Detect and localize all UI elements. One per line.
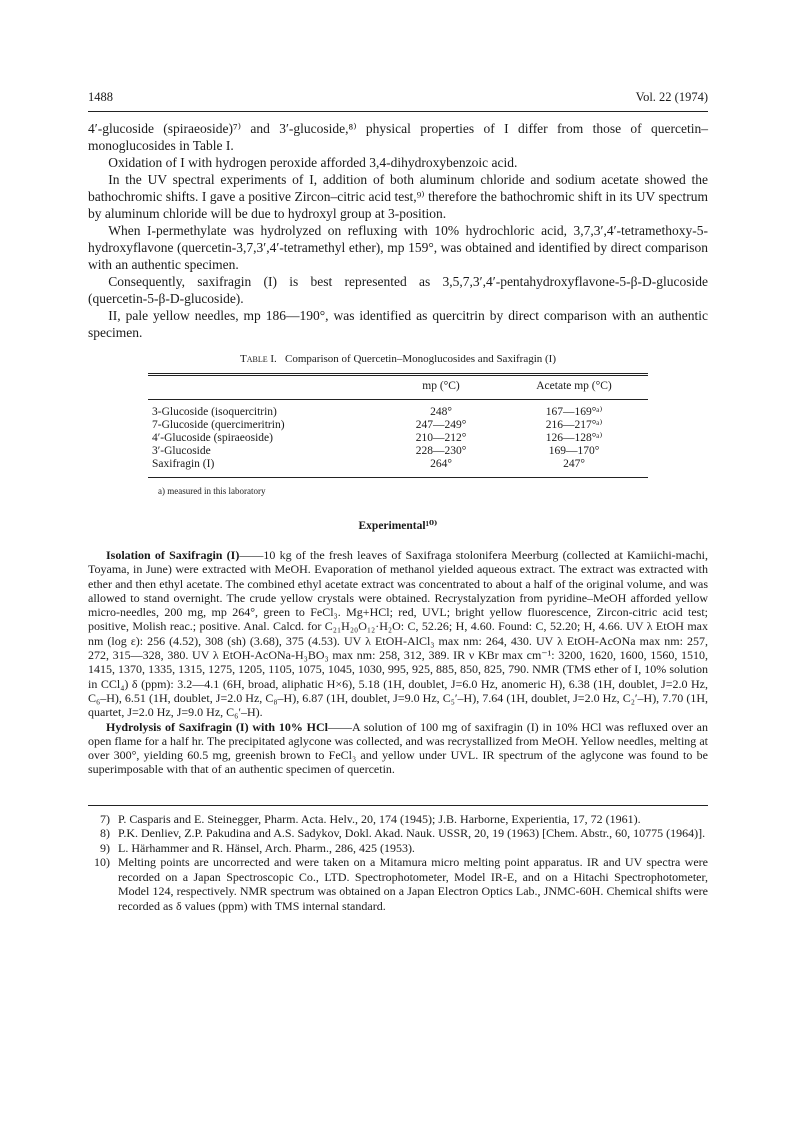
row-acetate: 247° — [563, 458, 585, 470]
table-label: Table I. — [240, 353, 277, 365]
journal-volume: Vol. 22 (1974) — [635, 90, 708, 104]
table-header-empty — [148, 380, 382, 393]
table-row — [148, 432, 648, 445]
row-acetate: 126—128°ᵃ⁾ — [545, 432, 603, 444]
paragraph: When I-permethylate was hydrolyzed on refluxing with 10% hydrochloric acid, 3,7,3′,4′-tetramethoxy-5-hydroxyflavone (quercetin-3,7,3′,4′-tetramethyl ether), mp 159°, was obtained and identified by direct comparison with an authentic specimen. — [88, 223, 708, 272]
row-name: 3′-Glucoside — [152, 445, 211, 457]
isolation-heading: Isolation of Saxifragin (I) — [106, 548, 240, 562]
footnote-number: 8) — [100, 826, 110, 841]
paragraph: 4′-glucoside (spiraeoside)⁷⁾ and 3′-glucoside,⁸⁾ physical properties of I differ from those of quercetin–monoglucosides in Table I. — [88, 121, 708, 153]
isolation-text: ——10 kg of the fresh leaves of Saxifraga stolonifera Meerburg (collected at Kamiichi-machi, Toyama, in June) were extracted with MeOH. Evaporation of methanol yielded aqueous extract. The extract was extracted with ether and then ethyl acetate. The combined ethyl acetate extract was concentrated to about a half of the original volume, and was allowed to stand overnight. The crude yellow crystals were obtained. Recrystalyzation from pyridine–MeOH afforded yellow micro-needles, 200 mg, mp 264°, green to FeCl₃. Mg+HCl; red, UVL; bright yellow fluorescence, Zircon-citric acid test; positive, Molish reac.; positive. Anal. Calcd. for C₂₁H₂₀O₁₂·H₂O: C, 52.26; H, 4.60. Found: C, 52.20; H, 4.66. UV λ EtOH max nm (log ε): 256 (4.52), 308 (sh) (3.68), 375 (4.53). UV λ EtOH-AlCl₃ max nm: 264, 430. UV λ EtOH-AcONa max nm: 257, 272, 315—328, 380. UV λ EtOH-AcONa-H₃BO₃ max nm: 258, 312, 389. IR ν KBr max cm⁻¹: 3200, 1620, 1600, 1560, 1510, 1415, 1370, 1335, 1315, 1275, 1205, 1105, 1075, 1045, 1030, 995, 925, 885, 850, 825, 790. NMR (TMS ether of I, 10% solution in CCl₄) δ (ppm): 3.2—4.1 (6H, broad, aliphatic H×6), 5.18 (1H, doublet, J=6.0 Hz, anomeric H), 6.38 (1H, doublet, J=2.0 Hz, C₆–H), 6.51 (1H, doublet, J=2.0 Hz, C₈–H), 6.87 (1H, doublet, J=9.0 Hz, C₅′–H), 7.64 (1H, doublet, J=2.0 Hz, C₂′–H), 7.70 (1H, quartet, J=2.0 Hz, J=9.0 Hz, C₆′–H). — [88, 548, 708, 720]
header-rule — [88, 111, 708, 112]
paragraph: Consequently, saxifragin (I) is best represented as 3,5,7,3′,4′-pentahydroxyflavone-5-β-D-glucoside (quercetin-5-β-D-glucoside). — [88, 274, 708, 306]
row-mp: 210—212° — [415, 432, 467, 444]
table-header-mp: mp (°C) — [422, 380, 460, 392]
table-row — [148, 445, 648, 458]
row-acetate: 169—170° — [548, 445, 600, 457]
footnote — [88, 826, 708, 841]
row-name: 4′-Glucoside (spiraeoside) — [152, 432, 273, 444]
page-number: 1488 — [88, 90, 113, 104]
paragraph: In the UV spectral experiments of I, addition of both aluminum chloride and sodium acetate showed the bathochromic shifts. I gave a positive Zircon–citric acid test,⁹⁾ therefore the bathochromic shift in its UV spectrum by aluminum chloride will be due to hydroxyl group at 3-position. — [88, 172, 708, 221]
table-row — [148, 406, 648, 419]
table-row — [148, 458, 648, 471]
row-name: 7-Glucoside (quercimeritrin) — [152, 419, 285, 431]
experimental-heading: Experimental¹⁰⁾ — [358, 520, 438, 532]
footnote-number: 7) — [100, 811, 110, 826]
footnote-text: L. Härhammer and R. Hänsel, Arch. Pharm., 286, 425 (1953). — [118, 840, 415, 855]
table-row — [148, 419, 648, 432]
row-acetate: 167—169°ᵃ⁾ — [545, 406, 603, 418]
running-header — [88, 90, 708, 105]
table-caption — [88, 353, 708, 365]
row-name: Saxifragin (I) — [152, 458, 215, 470]
table-title: Comparison of Quercetin–Monoglucosides and Saxifragin (I) — [285, 353, 556, 365]
table-header-acetate: Acetate mp (°C) — [536, 380, 612, 392]
row-name: 3-Glucoside (isoquercitrin) — [152, 406, 277, 418]
row-acetate: 216—217°ᵃ⁾ — [545, 419, 603, 431]
footnote-text: P.K. Denliev, Z.P. Pakudina and A.S. Sadykov, Dokl. Akad. Nauk. USSR, 20, 19 (1963) [Chem. Abstr., 60, 10775 (1964)]. — [118, 826, 706, 841]
row-mp: 264° — [430, 458, 452, 470]
hydrolysis-paragraph — [88, 720, 708, 777]
footnote — [88, 855, 708, 913]
paragraph: Oxidation of I with hydrogen peroxide afforded 3,4-dihydroxybenzoic acid. — [108, 155, 518, 170]
row-mp: 247—249° — [415, 419, 467, 431]
footnote-rule — [88, 805, 708, 806]
hydrolysis-heading: Hydrolysis of Saxifragin (I) with 10% HCl — [106, 719, 329, 734]
table-footnote: a) measured in this laboratory — [158, 486, 266, 496]
row-mp: 248° — [430, 406, 452, 418]
footnote-number: 10) — [94, 855, 110, 870]
comparison-table — [148, 373, 648, 478]
page — [88, 90, 708, 913]
footnote-text: P. Casparis and E. Steinegger, Pharm. Acta. Helv., 20, 174 (1945); J.B. Harborne, Experientia, 17, 72 (1961). — [118, 811, 641, 826]
row-mp: 228—230° — [415, 445, 467, 457]
footnote — [88, 812, 708, 827]
hydrolysis-text: ——A solution of 100 mg of saxifragin (I) in 10% HCl was refluxed over an open flame for a half hr. The precipitated aglycone was collected, and was recrystallized from MeOH. Yellow needles, melting at over 300°, yielding 60.5 mg, greenish brown to FeCl₃ and yellow under UVL. IR spectrum of the aglycone was found to be superimposable with that of an authentic specimen of quercetin. — [88, 719, 708, 777]
footnote-number: 9) — [100, 840, 110, 855]
footnote — [88, 841, 708, 856]
isolation-paragraph — [88, 548, 708, 720]
paragraph: II, pale yellow needles, mp 186—190°, was identified as quercitrin by direct comparison with an authentic specimen. — [88, 308, 708, 340]
footnote-text: Melting points are uncorrected and were taken on a Mitamura micro melting point apparatus. IR and UV spectra were recorded on a Japan Spectroscopic Co., LTD. Spectrophotometer, Model IR-E, and on a Hitachi Spectrophotometer, Model 124, respectively. NMR spectrum was obtained on a Japan Electron Optics Lab., JNMC-60H. Chemical shifts were recorded as δ values (ppm) with TMS internal standard. — [118, 855, 708, 913]
